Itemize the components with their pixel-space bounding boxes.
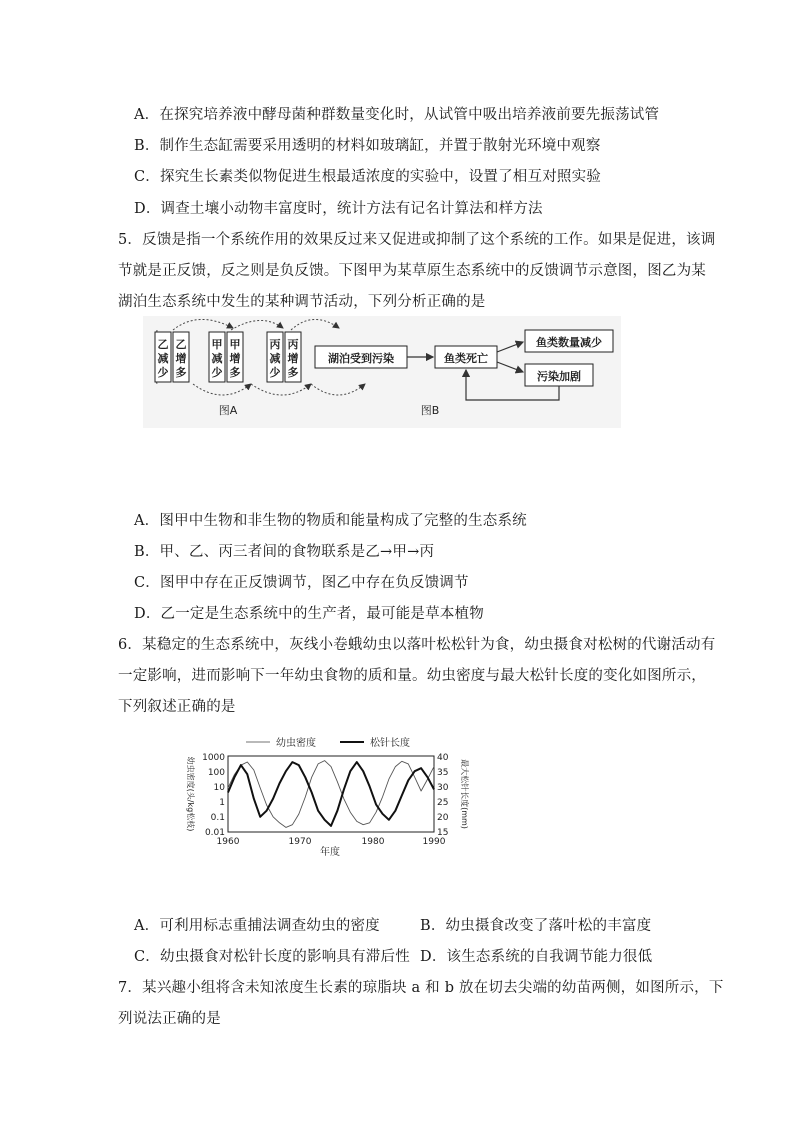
x-axis-title: 年度 <box>320 847 340 858</box>
y-left-tick-10: 10 <box>213 783 225 793</box>
q6-stem-line-1: 6．某稳定的生态系统中，灰线小卷蛾幼虫以落叶松松针为食，幼虫摄食对松树的代谢活动有 <box>118 637 716 653</box>
q5-option-b: B．甲、乙、丙三者间的食物联系是乙→甲→丙 <box>134 544 435 560</box>
figA-box-6-char-3: 多 <box>287 366 299 379</box>
x-tick-1970: 1970 <box>288 837 312 847</box>
figA-box-5-char-2: 减 <box>269 352 281 365</box>
figA-boxes <box>155 332 301 382</box>
y-right-tick-30: 30 <box>437 783 449 793</box>
figA-box-5-char-3: 少 <box>269 366 281 379</box>
y-left-tick-100: 100 <box>207 768 225 778</box>
y-left-tick-1000: 1000 <box>202 753 225 763</box>
y-left-ticks <box>202 753 225 838</box>
y-right-tick-35: 35 <box>437 768 449 778</box>
q6-stem-line-2: 一定影响，进而影响下一年幼虫食物的质和量。幼虫密度与最大松针长度的变化如图所示， <box>118 668 706 684</box>
figA-box-4-char-1: 甲 <box>229 338 241 351</box>
figB-box-fish-decrease-label: 鱼类数量减少 <box>536 336 602 349</box>
figA-box-1-char-3: 少 <box>157 366 169 379</box>
figA-box-3-char-3: 少 <box>211 366 223 379</box>
q6-option-b: B．幼虫摄食改变了落叶松的丰富度 <box>420 918 652 934</box>
legend-label-needle: 松针长度 <box>370 738 410 749</box>
figA-box-6 <box>285 332 301 382</box>
q5-option-d: D．乙一定是生态系统中的生产者，最可能是草本植物 <box>134 606 484 622</box>
figB-box-fish-death-label: 鱼类死亡 <box>444 352 488 365</box>
y-left-tick-0.1: 0.1 <box>210 813 225 823</box>
y-right-tick-25: 25 <box>437 798 449 808</box>
legend-label-larva: 幼虫密度 <box>276 738 316 749</box>
y-left-tick-0.01: 0.01 <box>204 828 225 838</box>
q4-option-a: A．在探究培养液中酵母菌种群数量变化时，从试管中吸出培养液前要先振荡试管 <box>134 107 660 123</box>
q6-option-d: D．该生态系统的自我调节能力很低 <box>420 949 653 965</box>
figA-box-6-char-1: 丙 <box>287 338 299 351</box>
figA-box-4 <box>227 332 243 382</box>
figA-box-3-char-2: 减 <box>211 352 223 365</box>
y-left-title: 幼虫密度(头/kg松枝) <box>186 756 195 832</box>
y-right-title: 最大松针长度(mm) <box>460 759 469 829</box>
q5-option-a: A．图甲中生物和非生物的物质和能量构成了完整的生态系统 <box>134 513 527 529</box>
figA-box-5 <box>267 332 283 382</box>
q6-larva-needle-chart <box>180 730 470 860</box>
figA-caption: 图A <box>218 404 238 417</box>
q6-stem-line-3: 下列叙述正确的是 <box>118 699 236 715</box>
figB-box-pollution-label: 湖泊受到污染 <box>328 352 394 365</box>
figA-box-4-char-2: 增 <box>229 352 241 365</box>
q7-stem-line-2: 列说法正确的是 <box>118 1011 221 1027</box>
y-left-tick-1: 1 <box>219 798 225 808</box>
figA-box-1-char-2: 减 <box>157 352 169 365</box>
q5-stem-line-3: 湖泊生态系统中发生的某种调节活动，下列分析正确的是 <box>118 294 486 310</box>
q4-option-b: B．制作生态缸需要采用透明的材料如玻璃缸，并置于散射光环境中观察 <box>134 138 601 154</box>
q6-option-a: A．可利用标志重捕法调查幼虫的密度 <box>134 918 380 934</box>
q4-option-c: C．探究生长素类似物促进生根最适浓度的实验中，设置了相互对照实验 <box>134 169 601 185</box>
q5-stem-line-1: 5．反馈是指一个系统作用的效果反过来又促进或抑制了这个系统的工作。如果是促进，该调 <box>118 232 716 248</box>
figB-caption: 图B <box>420 404 440 417</box>
figA-box-3 <box>209 332 225 382</box>
x-tick-1960: 1960 <box>216 837 240 847</box>
y-right-ticks <box>437 753 449 838</box>
y-right-tick-40: 40 <box>437 753 449 763</box>
y-right-tick-15: 15 <box>437 828 449 838</box>
figA-box-1-char-1: 乙 <box>157 338 169 351</box>
figA-box-2-char-2: 增 <box>175 352 187 365</box>
figA-box-3-char-1: 甲 <box>211 338 223 351</box>
q7-stem-line-1: 7．某兴趣小组将含未知浓度生长素的琼脂块 a 和 b 放在切去尖端的幼苗两侧，如图所示，下 <box>118 980 724 996</box>
y-right-tick-20: 20 <box>437 813 449 823</box>
figA-box-2-char-1: 乙 <box>175 338 187 351</box>
figB-box-pollution-worse-label: 污染加剧 <box>537 370 581 383</box>
q4-option-d: D．调查土壤小动物丰富度时，统计方法有记名计算法和样方法 <box>134 201 543 217</box>
x-ticks <box>217 837 446 847</box>
x-tick-1980: 1980 <box>361 837 385 847</box>
q6-option-c: C．幼虫摄食对松针长度的影响具有滞后性 <box>134 949 410 965</box>
figA-box-1 <box>155 332 171 382</box>
series-layer <box>228 761 434 828</box>
figA-box-2-char-3: 多 <box>175 366 187 379</box>
q5-stem-line-2: 节就是正反馈，反之则是负反馈。下图甲为某草原生态系统中的反馈调节示意图，图乙为某 <box>118 263 706 279</box>
figA-box-2 <box>173 332 189 382</box>
q5-option-c: C．图甲中存在正反馈调节，图乙中存在负反馈调节 <box>134 575 469 591</box>
x-tick-1990: 1990 <box>422 837 446 847</box>
figA-box-6-char-2: 增 <box>287 352 299 365</box>
figA-box-5-char-1: 丙 <box>269 338 281 351</box>
series-line-needle-length <box>228 762 434 826</box>
q5-feedback-figure <box>143 316 621 428</box>
figA-box-4-char-3: 多 <box>229 366 241 379</box>
